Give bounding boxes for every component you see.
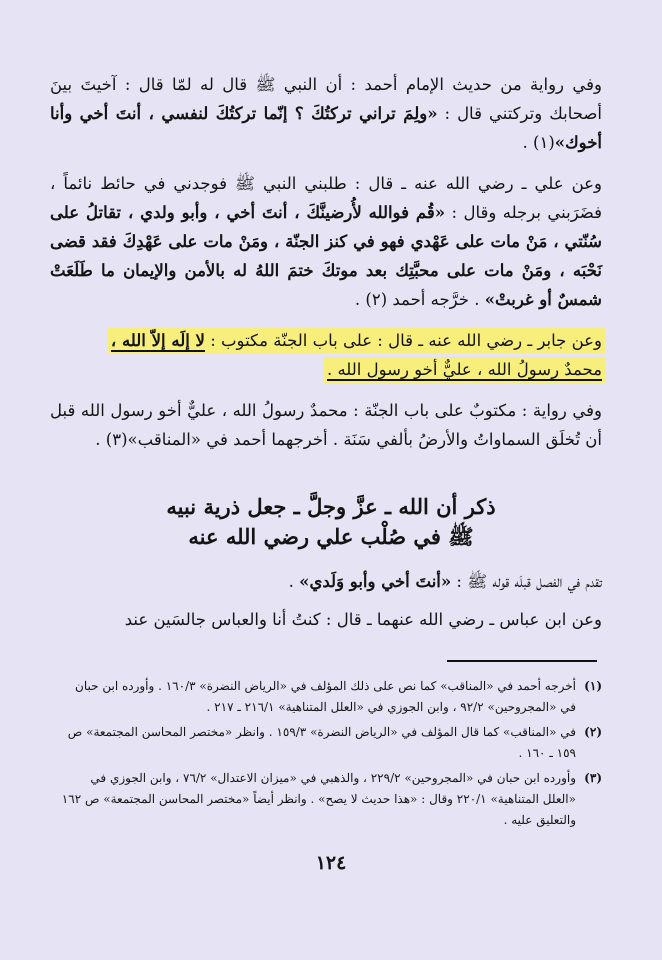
- section-heading-line-2: ﷺ في صُلْب علي رضي الله عنه: [188, 524, 474, 549]
- paragraph-2: [50, 169, 602, 314]
- footnote-text: في «المناقب» كما قال المؤلف في «الرياض النضرة» ١٥٩/٣ . وانظر «مختصر المحاسن المجتمعة» ص ١٥٩ ـ ١٦٠ .: [67, 725, 576, 760]
- footnote-text: أخرجه أحمد في «المناقب» كما نص على ذلك المؤلف في «الرياض النضرة» ١٦٠/٣ . وأورده ابن حبان في «المجروحين» ٩٢/٢ ، وابن الجوزي في «العلل المتناهية» ٢١٦/١ ـ ٢١٧ .: [75, 679, 576, 714]
- paragraph-1-text: وفي رواية من حديث الإمام أحمد : أن النبي ﷺ قال له لمّا قال : آخيتَ بينَ أصحابك وتركتني قال :: [50, 75, 602, 123]
- footnote-1: [60, 676, 602, 718]
- footnotes: [60, 676, 602, 835]
- paragraph-5-end: .: [288, 572, 300, 591]
- paragraph-3-highlighted: [50, 326, 602, 384]
- page-number: ١٢٤: [315, 852, 347, 874]
- highlighted-line-1: [111, 331, 602, 350]
- footnote-3: [60, 768, 602, 831]
- paragraph-5-text: تقدم في الفصل قبلَه قوله ﷺ :: [451, 572, 602, 591]
- paragraph-4: وفي رواية : مكتوبٌ على باب الجنّة : محمدٌ رسولُ الله ، عليٌّ أخو رسول الله قبل أن تُخلَق السماواتُ والأرضُ بألفي سَنَة . أخرجهما أحمد في «المناقب»(٣) .: [50, 401, 602, 449]
- footnote-text: وأورده ابن حبان في «المجروحين» ٢٢٩/٢ ، والذهبي في «ميزان الاعتدال» ٧٦/٢ ، وابن الجوزي في «العلل المتناهية» ٢٢٠/١ وقال : «هذا حديث لا يصح» . وانظر أيضاً «مختصر المحاسن المجتمعة» ص ١٦٢ والتعليق عليه .: [61, 771, 576, 827]
- paragraph-1: [50, 70, 602, 157]
- footnote-2: [60, 722, 602, 764]
- paragraph-2-text: وعن علي ـ رضي الله عنه ـ قال : طلبني النبي ﷺ فوجدني في حائط نائماً ، فضَرَبني برجله وقال :: [50, 174, 602, 222]
- paragraph-5: [50, 567, 602, 597]
- footnote-number: (٣): [584, 771, 602, 785]
- footnote-number: (٢): [584, 725, 602, 739]
- highlighted-line-2: محمدٌ رسولُ الله ، عليٌّ أخو رسول الله .: [326, 360, 602, 379]
- paragraph-2-quote: «قُم فوالله لأُرضينَّكَ ، أنتَ أخي ، وأبو ولدي ، تقاتلُ على سُنّتي ، مَنْ مات على عَهْدي فهو في كنز الجنّة ، ومَنْ مات على عَهْدِكَ فقد قضى نَحْبَه ، ومَنْ مات على محبَّتِك بعد موتكَ ختمَ اللهُ له بالأمن والإيمان ما طَلَعَتْ شمسٌ أو غربتْ»: [50, 203, 602, 309]
- section-body: [50, 567, 602, 643]
- footnote-ref-1: (١) .: [522, 133, 555, 152]
- body-text: [50, 70, 602, 466]
- footnote-divider: [447, 660, 597, 662]
- paragraph-6: وعن ابن عباس ـ رضي الله عنهما ـ قال : كنتُ أنا والعباس جالسَين عند: [124, 610, 602, 629]
- section-heading-line-1: ذكر أن الله ـ عزَّ وجلَّ ـ جعل ذرية نبيه: [166, 494, 496, 519]
- paragraph-3-text-1: وعن جابر ـ رضي الله عنه ـ قال : على باب الجنّة مكتوب :: [204, 331, 602, 350]
- paragraph-1-quote: «ولِمَ تراني تركتُكَ ؟ إنّما تركتُكَ لنفسي ، أنتَ أخي وأنا أخوك»: [50, 104, 602, 152]
- paragraph-5-quote: «أنتَ أخي وأبو وَلَدي»: [299, 572, 452, 591]
- section-heading: [60, 492, 602, 552]
- footnote-number: (١): [584, 679, 602, 693]
- paragraph-2-citation: . خرَّجه أحمد (٢) .: [354, 290, 485, 309]
- paragraph-3-underlined-phrase: لا إلَه إلاّ الله ،: [110, 331, 205, 350]
